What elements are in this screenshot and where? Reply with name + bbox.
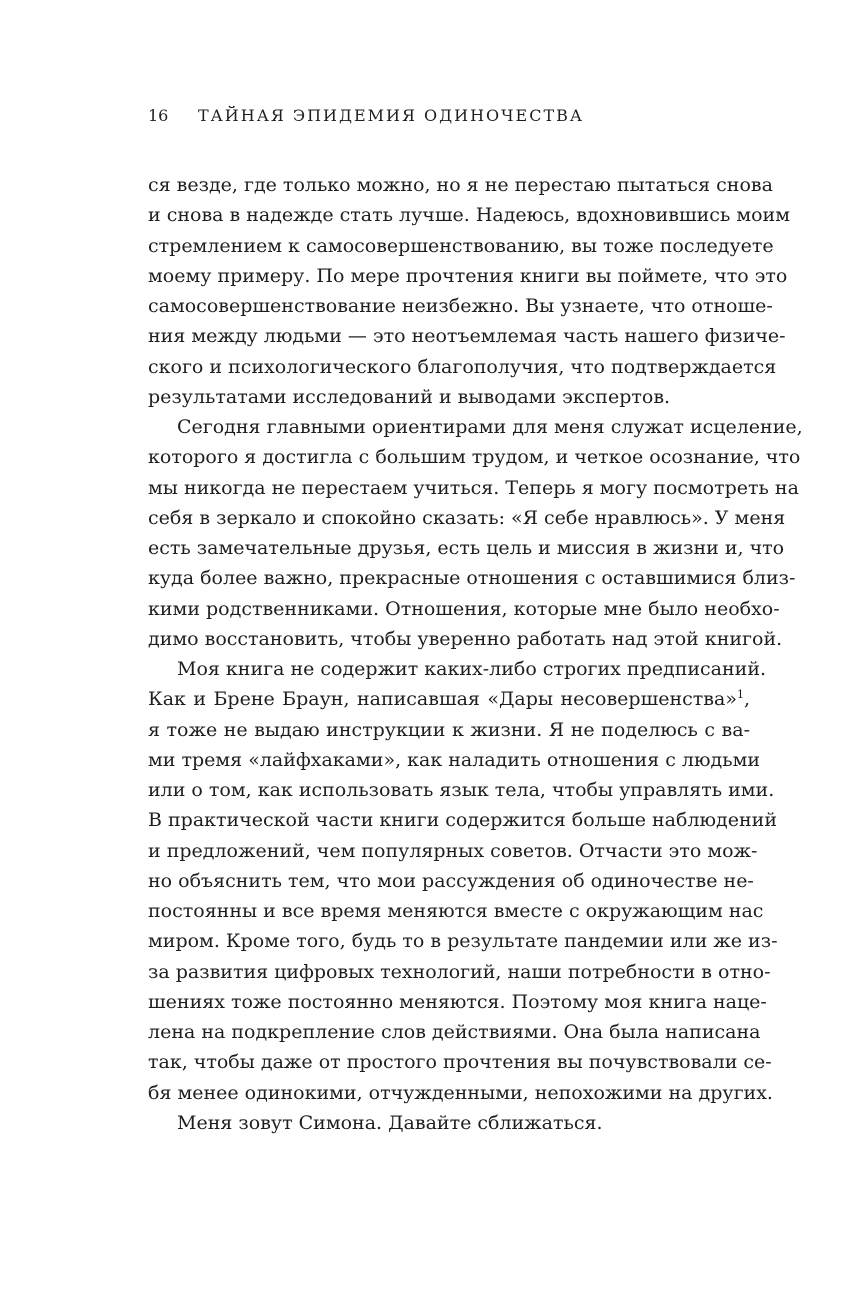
text-line: и снова в надежде стать лучше. Надеюсь, вдохновившись моим [148, 204, 790, 227]
text-line: стремлением к самосовершенствованию, вы тоже последуете [148, 234, 774, 257]
text-line: за развития цифровых технологий, наши потребности в отно- [148, 960, 771, 983]
text-line: ния между людьми — это неотъемлемая часть нашего физиче- [148, 325, 786, 348]
text-line: ми тремя «лайфхаками», как наладить отношения с людьми [148, 748, 761, 771]
text-line: себя в зеркало и спокойно сказать: «Я себе нравлюсь». У меня [148, 506, 786, 529]
text-line: есть замечательные друзья, есть цель и миссия в жизни и, что [148, 537, 785, 559]
paragraph-3 [148, 654, 778, 1108]
text-line: мы никогда не перестаем учиться. Теперь я могу посмотреть на [148, 476, 799, 499]
text-line: самосовершенствование неизбежно. Вы узнаете, что отноше- [148, 295, 773, 317]
paragraph-4 [148, 1108, 750, 1138]
text-line: лена на подкрепление слов действиями. Она была написана [148, 1021, 761, 1043]
text-line: или о том, как использовать язык тела, чтобы управлять ими. [148, 779, 775, 801]
text-line: Сегодня главными ориентирами для меня служат исцеление, [177, 416, 803, 438]
text-line: я тоже не выдаю инструкции к жизни. Я не поделюсь с ва- [148, 718, 750, 741]
text-line: кими родственниками. Отношения, которые мне было необхо- [148, 597, 780, 620]
text-line: шениях тоже постоянно меняются. Поэтому моя книга наце- [148, 990, 767, 1013]
text-line: Как и Брене Браун, написавшая «Дары несовершенства»$^1$, [148, 688, 750, 711]
page-number: 16 [148, 106, 169, 125]
text-line: димо восстановить, чтобы уверенно работать над этой книгой. [148, 627, 783, 650]
text-line: которого я достигла с большим трудом, и четкое осознание, что [148, 446, 801, 469]
text-line: Меня зовут Симона. Давайте сближаться. [177, 1111, 603, 1134]
footnote-mark: 1 [736, 688, 744, 702]
text-line: результатами исследований и выводами экспертов. [148, 385, 671, 408]
text-line: куда более важно, прекрасные отношения с оставшимися близ- [148, 567, 796, 590]
text-line: бя менее одинокими, отчужденными, непохожими на других. [148, 1081, 773, 1104]
text-line-content: Как и Брене Браун, написавшая «Дары несовершенства» [148, 688, 737, 711]
running-head [148, 106, 584, 125]
text-line: ся везде, где только можно, но я не перестаю пытаться снова [148, 174, 773, 196]
text-line: и предложений, чем популярных советов. Отчасти это мож- [148, 839, 758, 862]
text-line: В практической части книги содержится больше наблюдений [148, 809, 777, 832]
paragraph-1 [148, 170, 790, 412]
text-body [148, 170, 803, 1138]
text-line: но объяснить тем, что мои рассуждения об одиночестве не- [148, 869, 754, 892]
text-line: ского и психологического благополучия, что подтверждается [148, 355, 777, 378]
text-line: Моя книга не содержит каких-либо строгих предписаний. [177, 658, 767, 680]
text-line: миром. Кроме того, будь то в результате пандемии или же из- [148, 930, 778, 953]
text-line: постоянны и все время меняются вместе с окружающим нас [148, 900, 764, 922]
paragraph-2 [148, 412, 803, 654]
running-title: ТАЙНАЯ ЭПИДЕМИЯ ОДИНОЧЕСТВА [198, 106, 584, 125]
text-line: так, чтобы даже от простого прочтения вы почувствовали се- [148, 1051, 772, 1074]
text-line: моему примеру. По мере прочтения книги вы поймете, что это [148, 264, 788, 287]
